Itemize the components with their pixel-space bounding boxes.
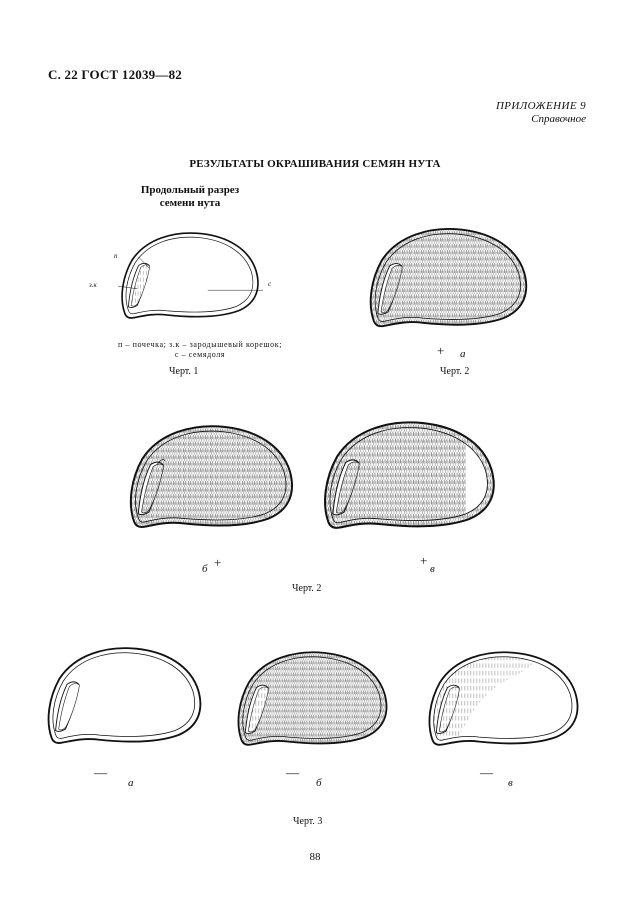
legend-line2: с – семядоля: [174, 350, 226, 359]
page-number: 88: [309, 851, 321, 863]
seed-fig2a: [366, 218, 532, 336]
fig3a-letter: а: [128, 777, 134, 789]
seed-fig3b: [234, 642, 392, 754]
main-title: РЕЗУЛЬТАТЫ ОКРАШИВАНИЯ СЕМЯН НУТА: [189, 158, 441, 170]
seed-fig2v: [320, 408, 500, 541]
section-title-line2: семени нута: [159, 197, 221, 209]
seed-fig3a: [44, 640, 206, 750]
seed-fig2b: [126, 410, 298, 542]
label-zk: з.к: [89, 281, 97, 289]
label-n: п: [114, 252, 118, 260]
seed-fig3v: [425, 642, 583, 754]
fig2v-sign: +: [420, 553, 428, 568]
figure1-legend: [80, 340, 320, 360]
fig2v-letter: в: [430, 563, 435, 575]
section-title: [110, 184, 270, 210]
fig3b-sign: —: [286, 765, 299, 780]
legend-line1: п – почечка; з.к – зародышевый корешок;: [117, 340, 283, 349]
seed-section-figure: [118, 222, 263, 328]
appendix-title: ПРИЛОЖЕНИЕ 9: [495, 100, 586, 112]
fig2a-sign: +: [437, 343, 445, 358]
label-c: с: [268, 280, 272, 288]
fig3b-letter: б: [316, 777, 322, 789]
fig3v-letter: в: [508, 777, 513, 789]
fig2b-letter: б: [202, 563, 208, 575]
fig2b-sign: +: [214, 555, 222, 570]
figure3-caption: Черт. 3: [293, 816, 323, 827]
figure2-caption-mid: Черт. 2: [292, 583, 322, 594]
appendix-label: [496, 100, 586, 126]
appendix-subtitle: Справочное: [531, 113, 586, 125]
fig3v-sign: —: [480, 765, 493, 780]
figure1-caption: Черт. 1: [169, 366, 199, 377]
section-title-line1: Продольный разрез: [140, 184, 240, 196]
fig3a-sign: —: [94, 765, 107, 780]
document-header: С. 22 ГОСТ 12039—82: [48, 67, 182, 82]
figure2-caption-top: Черт. 2: [440, 366, 470, 377]
fig2a-letter: а: [460, 348, 466, 360]
